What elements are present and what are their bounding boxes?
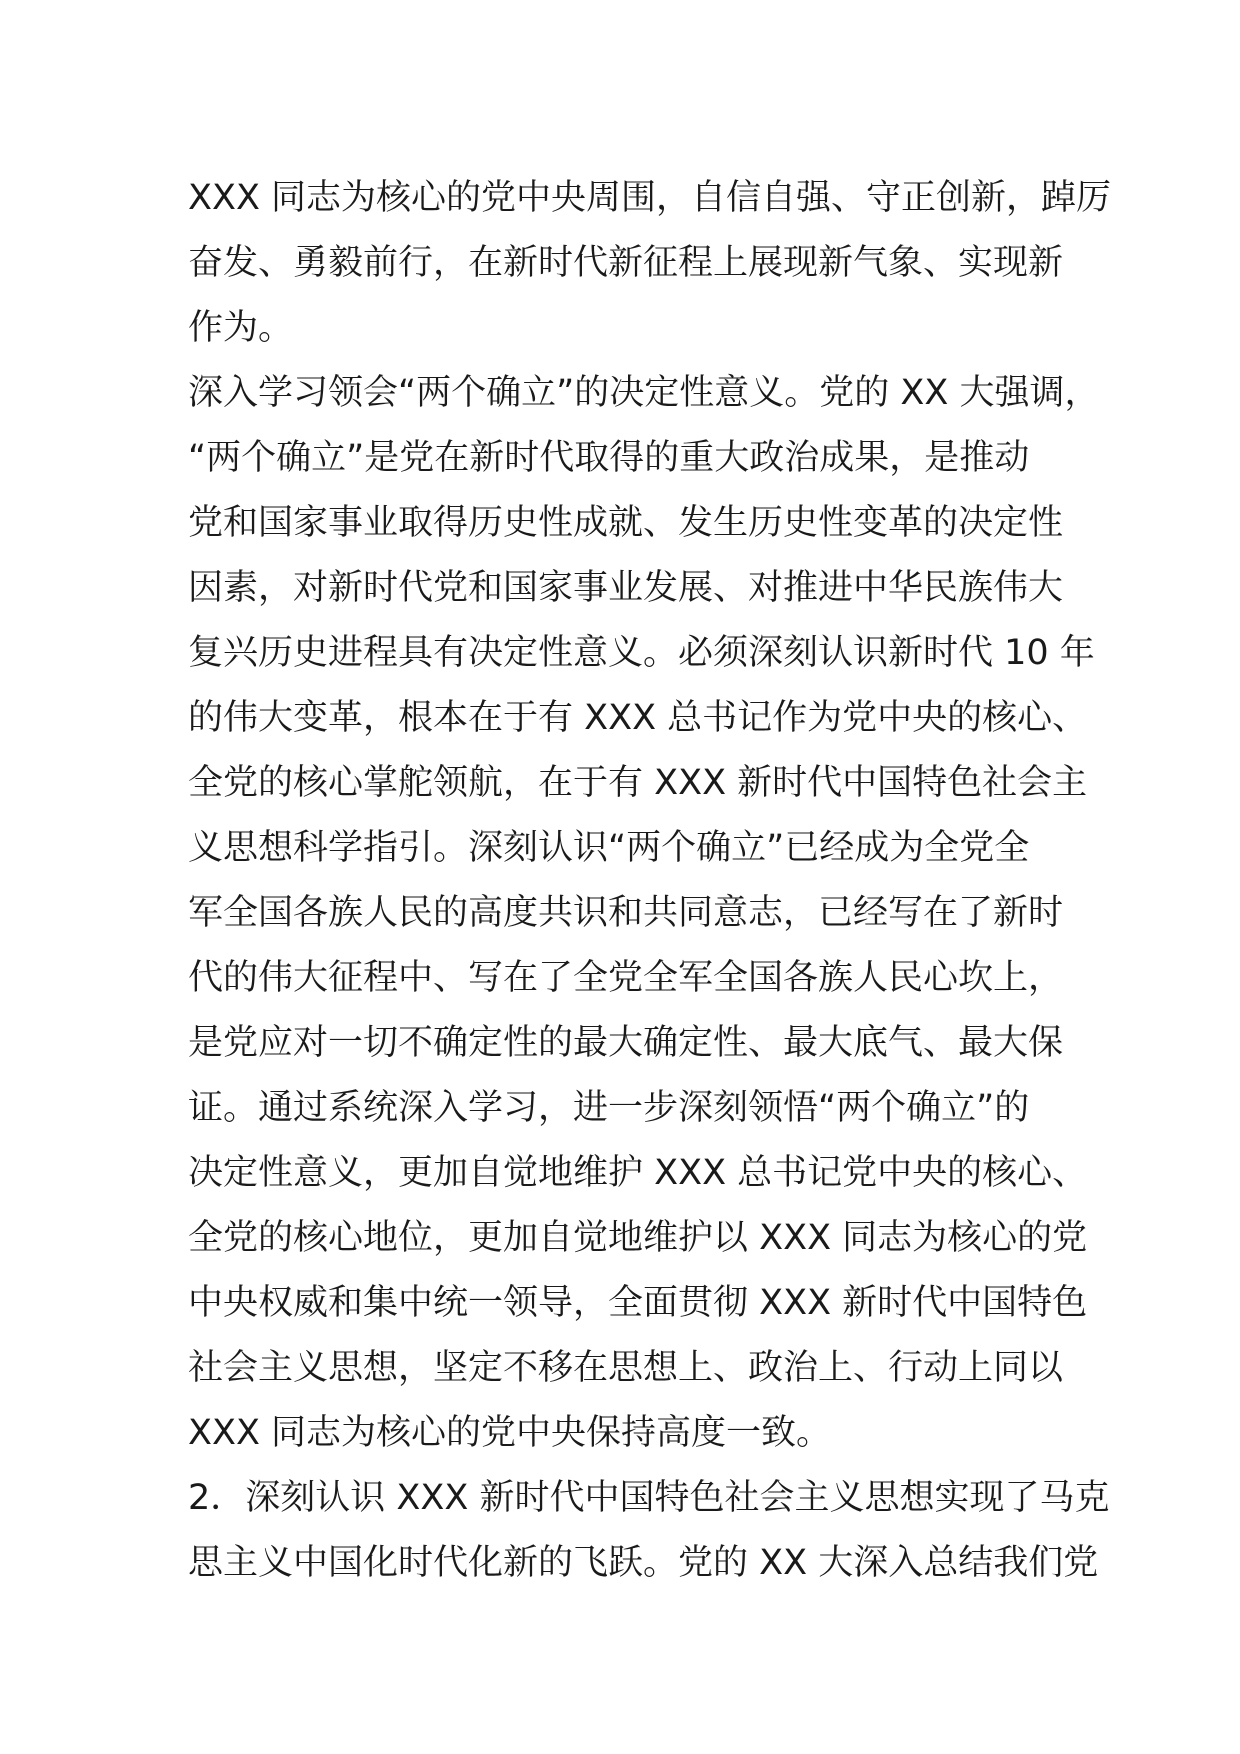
text-line: 中央权威和集中统一领导，全面贯彻 XXX 新时代中国特色 [188, 1283, 1088, 1323]
text-line: 党和国家事业取得历史性成就、发生历史性变革的决定性 [188, 503, 1064, 543]
text-line: 义思想科学指引。深刻认识“两个确立”已经成为全党全 [188, 828, 1030, 868]
body-text [188, 166, 1112, 1596]
text-line: 军全国各族人民的高度共识和共同意志，已经写在了新时 [188, 893, 1064, 933]
text-line: 代的伟大征程中、写在了全党全军全国各族人民心坎上， [188, 958, 1064, 998]
text-line: 是党应对一切不确定性的最大确定性、最大底气、最大保 [188, 1023, 1064, 1063]
text-line: 作为。 [188, 308, 294, 348]
text-line: 全党的核心掌舵领航，在于有 XXX 新时代中国特色社会主 [188, 763, 1088, 803]
text-line: 全党的核心地位，更加自觉地维护以 XXX 同志为核心的党 [188, 1218, 1088, 1258]
text-line: XXX 同志为核心的党中央周围，自信自强、守正创新，踔厉 [188, 178, 1112, 218]
text-line: 复兴历史进程具有决定性意义。必须深刻认识新时代 10 年 [188, 633, 1095, 673]
text-line: 社会主义思想，坚定不移在思想上、政治上、行动上同以 [188, 1348, 1064, 1388]
text-line: 深入学习领会“两个确立”的决定性意义。党的 XX 大强调， [188, 373, 1100, 413]
text-line: 的伟大变革，根本在于有 XXX 总书记作为党中央的核心、 [188, 698, 1088, 738]
text-line: 思主义中国化时代化新的飞跃。党的 XX 大深入总结我们党 [188, 1543, 1099, 1583]
text-line: 因素，对新时代党和国家事业发展、对推进中华民族伟大 [188, 568, 1064, 608]
text-line: 2．深刻认识 XXX 新时代中国特色社会主义思想实现了马克 [188, 1478, 1110, 1518]
text-line: “两个确立”是党在新时代取得的重大政治成果，是推动 [188, 438, 1030, 478]
text-line: XXX 同志为核心的党中央保持高度一致。 [188, 1413, 832, 1453]
text-line: 证。通过系统深入学习，进一步深刻领悟“两个确立”的 [188, 1088, 1030, 1128]
text-line: 决定性意义，更加自觉地维护 XXX 总书记党中央的核心、 [188, 1153, 1088, 1193]
text-line: 奋发、勇毅前行，在新时代新征程上展现新气象、实现新 [188, 243, 1064, 283]
